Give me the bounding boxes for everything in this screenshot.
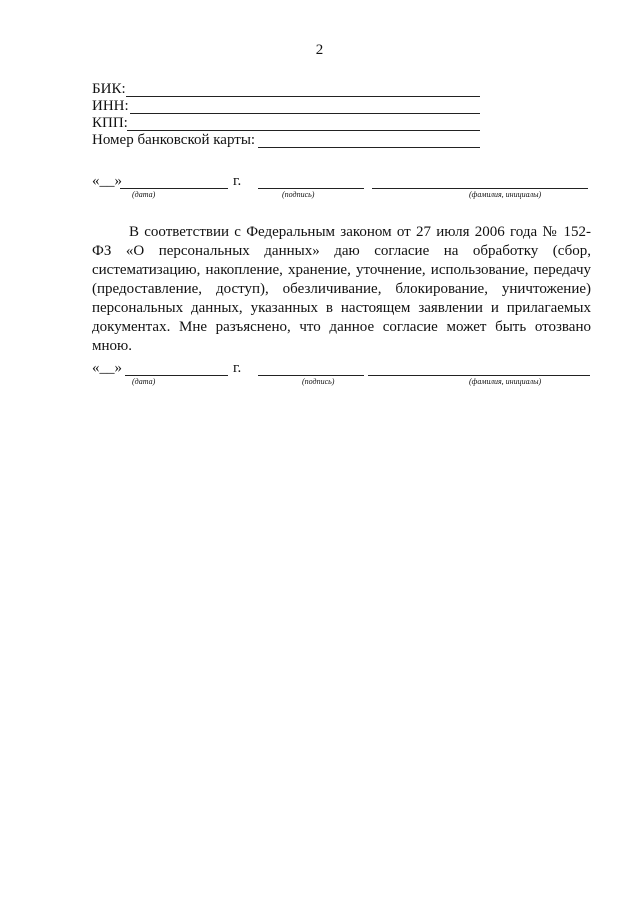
name-hint: (фамилия, инициалы) <box>469 190 542 199</box>
year-suffix: г. <box>233 360 242 376</box>
date-hint: (дата) <box>132 377 156 386</box>
year-suffix: г. <box>233 173 242 189</box>
date-line[interactable] <box>125 375 228 376</box>
bik-label: БИК: <box>92 81 126 97</box>
date-hint: (дата) <box>132 190 156 199</box>
signature-block-2 <box>92 360 592 390</box>
kpp-label: КПП: <box>92 115 128 131</box>
signature-block-1 <box>92 173 592 203</box>
bank-card-field[interactable] <box>92 131 492 149</box>
signature-line[interactable] <box>258 188 364 189</box>
bik-field[interactable] <box>92 80 492 98</box>
kpp-field[interactable] <box>92 114 492 132</box>
signature-hint: (подпись) <box>282 190 315 199</box>
name-line[interactable] <box>368 375 590 376</box>
bank-card-input-line[interactable] <box>258 147 480 148</box>
date-line[interactable] <box>120 188 228 189</box>
inn-label: ИНН: <box>92 98 129 114</box>
bank-card-label: Номер банковской карты: <box>92 132 256 148</box>
signature-hint: (подпись) <box>302 377 335 386</box>
name-hint: (фамилия, инициалы) <box>469 377 542 386</box>
date-quote: «__» <box>92 173 122 189</box>
inn-field[interactable] <box>92 97 492 115</box>
consent-paragraph: В соответствии с Федеральным законом от 27 июля 2006 года № 152-ФЗ «О персональных данных» даю согласие на обработку (сбор, систематизацию, накопление, хранение, уточнение, использование, передачу (предоставление, доступ), обезличивание, блокирование, уничтожение) персональных данных, указанных в настоящем заявлении и прилагаемых документах. Мне разъяснено, что данное согласие может быть отозвано мною. <box>92 224 591 354</box>
page-number: 2 <box>315 42 324 58</box>
date-quote: «__» <box>92 360 122 376</box>
name-line[interactable] <box>372 188 588 189</box>
signature-line[interactable] <box>258 375 364 376</box>
